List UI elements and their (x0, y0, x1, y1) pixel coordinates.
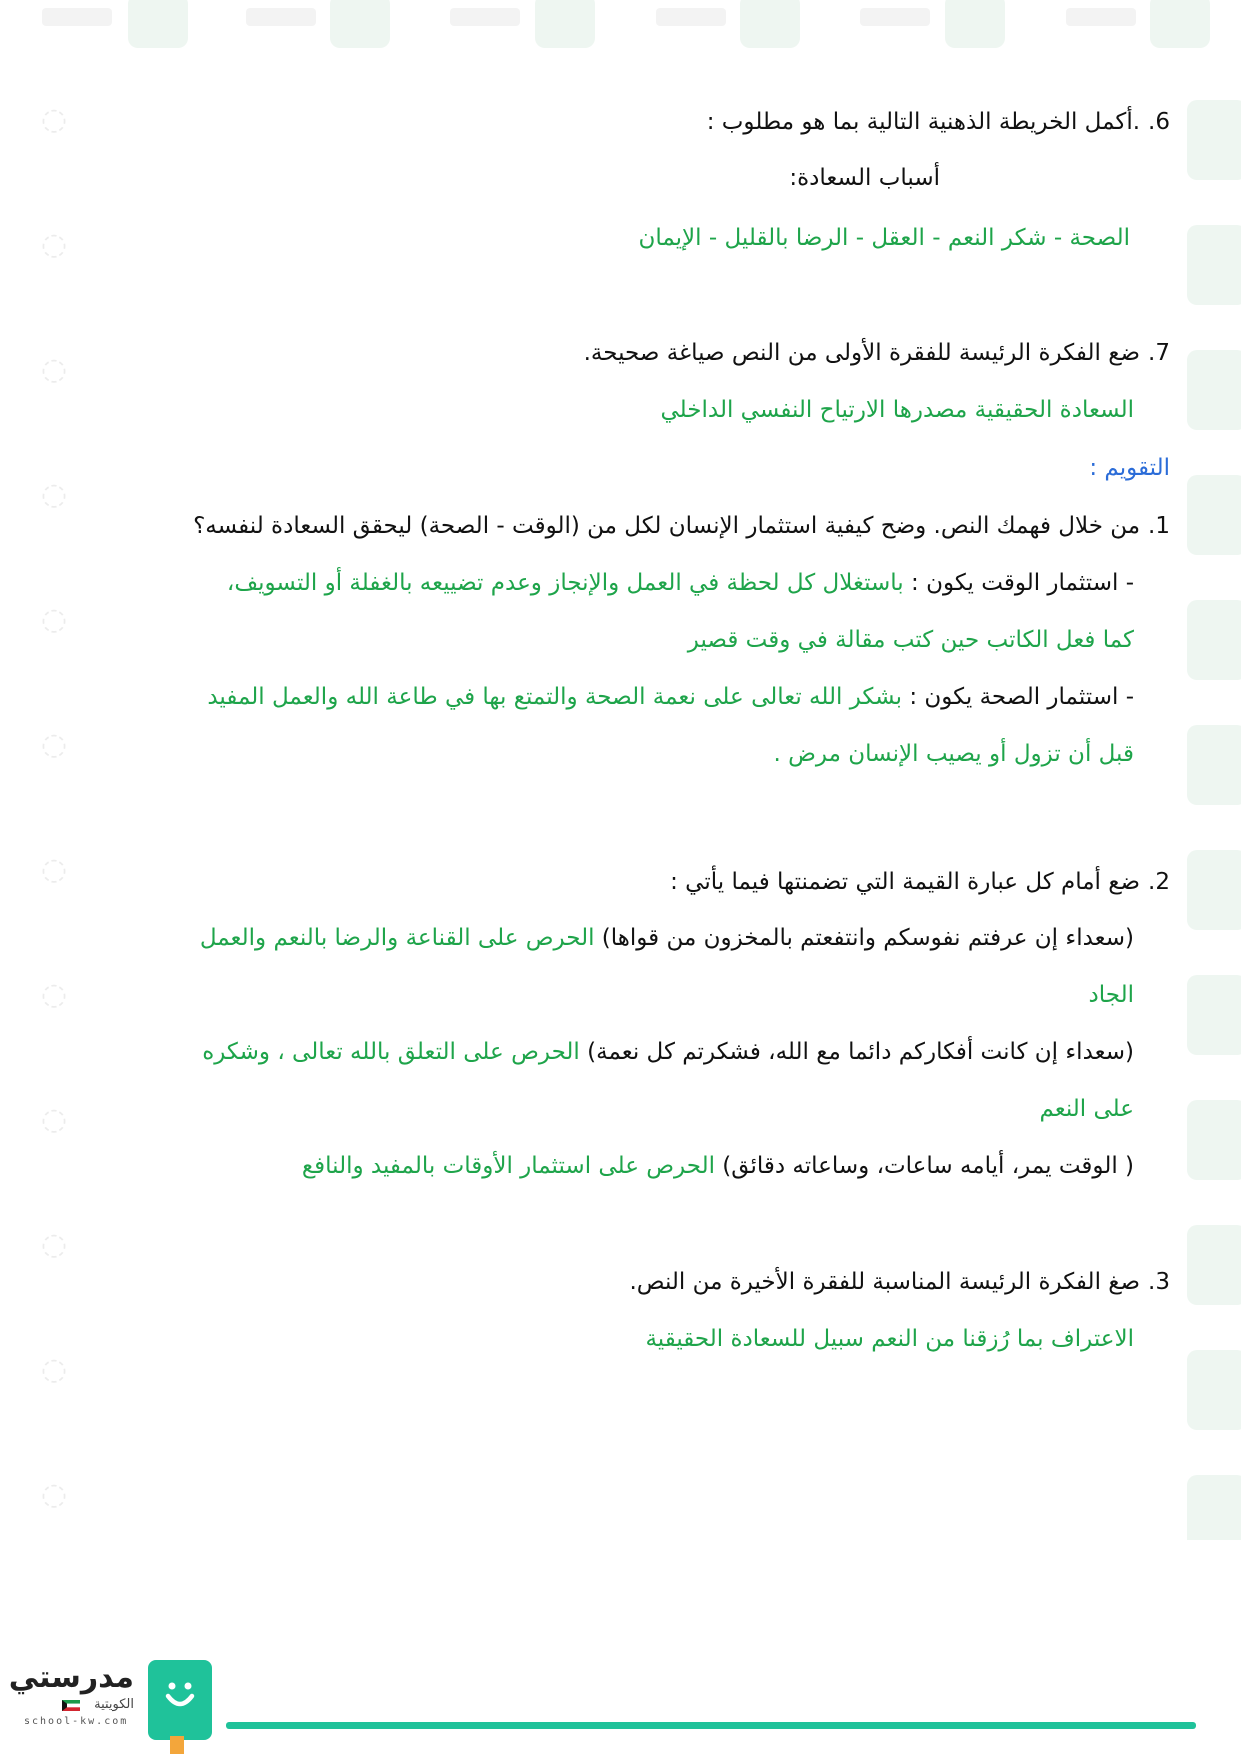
watermark-logo-icon (1187, 225, 1241, 305)
question-prompt: ضع أمام كل عبارة القيمة التي تضمنتها فيما يأتي : (670, 869, 1141, 895)
evaluation-1-time-answer-cont: كما فعل الكاتب حين كتب مقالة في وقت قصير (687, 627, 1134, 653)
question-prompt: من خلال فهمك النص. وضح كيفية استثمار الإنسان لكل من (الوقت - الصحة) ليحقق السعادة لنفسه؟ (193, 513, 1141, 539)
watermark-logo-icon (1187, 975, 1241, 1055)
evaluation-2-statement-3 (90, 1146, 1134, 1186)
watermark-top-strip (0, 0, 1241, 58)
watermark-logo-icon (535, 0, 595, 48)
question-number: 6. (1148, 109, 1170, 135)
watermark-logo-icon (1187, 600, 1241, 680)
evaluation-3-answer: الاعتراف بما رُزقنا من النعم سبيل للسعادة الحقيقية (645, 1326, 1134, 1352)
watermark-right-column (1171, 0, 1241, 1540)
watermark-logo-icon (1187, 350, 1241, 430)
health-label: - استثمار الصحة يكون : (909, 684, 1134, 710)
statement-answer: الحرص على القناعة والرضا بالنعم والعمل (199, 925, 595, 951)
watermark-logo-icon (1187, 1100, 1241, 1180)
health-answer: بشكر الله تعالى على نعمة الصحة والتمتع بها في طاعة الله والعمل المفيد (207, 684, 903, 710)
watermark-logo-icon (1187, 1350, 1241, 1430)
time-label: - استثمار الوقت يكون : (911, 570, 1134, 596)
question-prompt: .أكمل الخريطة الذهنية التالية بما هو مطلوب : (706, 109, 1141, 135)
watermark-label (246, 8, 316, 26)
evaluation-2-statement-1 (90, 918, 1134, 958)
watermark-logo-icon (1187, 1225, 1241, 1305)
evaluation-heading: التقويم : (1089, 455, 1170, 481)
question-6 (90, 102, 1170, 142)
watermark-label (656, 8, 726, 26)
watermark-glyph-icon: ◌ (40, 977, 68, 1012)
watermark-left-column (0, 0, 90, 1540)
watermark-glyph-icon: ◌ (40, 1352, 68, 1387)
evaluation-1-health-answer-cont: قبل أن تزول أو يصيب الإنسان مرض . (773, 741, 1134, 767)
evaluation-2-statement-2 (90, 1032, 1134, 1072)
watermark-label (860, 8, 930, 26)
watermark-logo-icon (1187, 1475, 1241, 1540)
brand-website: school-kw.com (24, 1716, 129, 1727)
evaluation-1 (90, 506, 1170, 546)
watermark-glyph-icon: ◌ (40, 852, 68, 887)
evaluation-2-statement-2-answer-cont: على النعم (1039, 1096, 1134, 1122)
statement-answer: الحرص على التعلق بالله تعالى ، وشكره (202, 1039, 580, 1065)
watermark-logo-icon (1187, 475, 1241, 555)
question-7-answer: السعادة الحقيقية مصدرها الارتياح النفسي الداخلي (660, 397, 1134, 423)
watermark-logo-icon (330, 0, 390, 48)
watermark-glyph-icon: ◌ (40, 727, 68, 762)
watermark-label (1066, 8, 1136, 26)
watermark-logo-icon (1187, 100, 1241, 180)
smile-icon (162, 1678, 198, 1714)
evaluation-2-statement-1-answer-cont: الجاد (1088, 982, 1134, 1008)
statement-quote: ( الوقت يمر، أيامه ساعات، وساعاته دقائق) (722, 1153, 1134, 1179)
watermark-label (450, 8, 520, 26)
evaluation-1-health-line (90, 677, 1134, 717)
watermark-glyph-icon: ◌ (40, 1227, 68, 1262)
watermark-logo-icon (740, 0, 800, 48)
watermark-glyph-icon: ◌ (40, 352, 68, 387)
question-number: 7. (1148, 340, 1170, 366)
brand-logo-icon (148, 1660, 212, 1740)
watermark-logo-icon (1187, 725, 1241, 805)
question-number: 3. (1148, 1269, 1170, 1295)
watermark-glyph-icon: ◌ (40, 227, 68, 262)
question-number: 1. (1148, 513, 1170, 539)
statement-quote: (سعداء إن عرفتم نفوسكم وانتفعتم بالمخزون من قواها) (601, 925, 1134, 951)
watermark-glyph-icon: ◌ (40, 1477, 68, 1512)
question-prompt: صغ الفكرة الرئيسة المناسبة للفقرة الأخيرة من النص. (629, 1269, 1141, 1295)
question-prompt: ضع الفكرة الرئيسة للفقرة الأولى من النص صياغة صحيحة. (583, 340, 1141, 366)
watermark-logo-icon (945, 0, 1005, 48)
watermark-logo-icon (128, 0, 188, 48)
question-number: 2. (1148, 869, 1170, 895)
watermark-glyph-icon: ◌ (40, 102, 68, 137)
question-6-answer: الصحة - شكر النعم - العقل - الرضا بالقليل - الإيمان (638, 225, 1130, 251)
watermark-glyph-icon: ◌ (40, 477, 68, 512)
time-answer: باستغلال كل لحظة في العمل والإنجاز وعدم تضييعه بالغفلة أو التسويف، (226, 570, 904, 596)
question-6-sublabel: أسباب السعادة: (789, 165, 940, 191)
watermark-glyph-icon: ◌ (40, 1102, 68, 1137)
statement-answer: الحرص على استثمار الأوقات بالمفيد والنافع (301, 1153, 715, 1179)
question-7 (90, 333, 1170, 373)
evaluation-3 (90, 1262, 1170, 1302)
statement-quote: (سعداء إن كانت أفكاركم دائما مع الله، فشكرتم كل نعمة) (587, 1039, 1134, 1065)
footer-divider (226, 1722, 1196, 1729)
evaluation-1-time-line (90, 563, 1134, 603)
brand-country: الكويتية (94, 1697, 134, 1712)
brand-name: مدرستي (8, 1660, 134, 1695)
watermark-logo-icon (1187, 850, 1241, 930)
evaluation-2 (90, 862, 1170, 902)
watermark-glyph-icon: ◌ (40, 602, 68, 637)
